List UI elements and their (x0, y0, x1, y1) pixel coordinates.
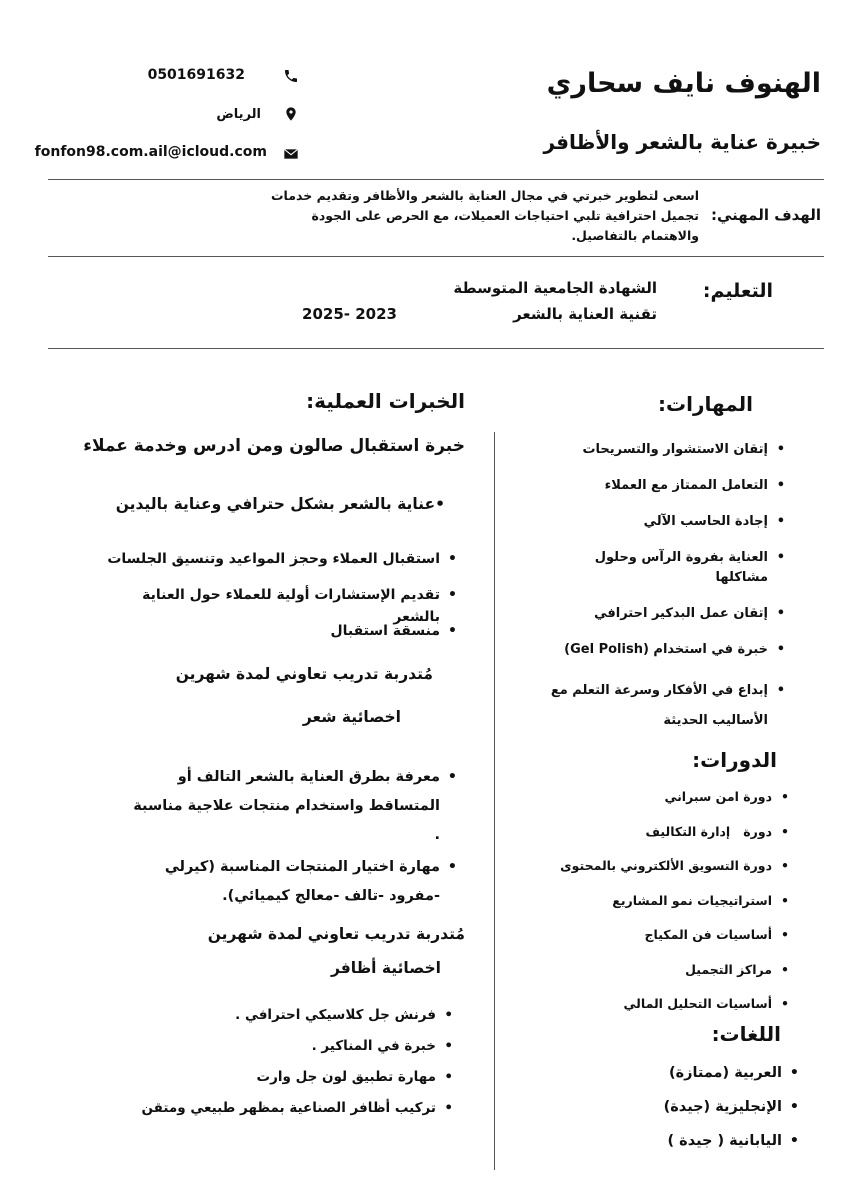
list-item: • اليابانية ( جيدة ) (539, 1130, 799, 1164)
phone-icon (283, 68, 299, 84)
training-hair-specialty: اخصائية شعر (302, 708, 401, 726)
list-item: • خبرة في استخدام (Gel Polish) (545, 640, 785, 660)
list-item: • فرنش جل كلاسيكي احترافي . (123, 1004, 453, 1035)
list-item: • استقبال العملاء وحجز المواعيد وتنسيق الجلسات (97, 548, 457, 584)
list-item: • دورة إدارة التكاليف (529, 822, 789, 857)
courses-list (529, 787, 789, 1029)
divider (48, 256, 824, 257)
languages-heading: اللغات: (711, 1022, 781, 1046)
training-hair-list (127, 763, 457, 914)
email-address: fonfon98.com.ail@icloud.com (34, 144, 267, 160)
training-nails-title: مُتدربة تدريب تعاوني لمدة شهرين (207, 925, 465, 943)
full-name: الهنوف نايف سحاري (546, 68, 821, 99)
courses-heading: الدورات: (692, 748, 777, 772)
skills-list (545, 440, 785, 752)
divider (48, 179, 824, 180)
experience-list (97, 548, 457, 656)
objective-text: اسعى لتطوير خبرتي في مجال العناية بالشعر والأظافر وتقديم خدمات تجميل احترافية تلبي احتياجات العميلات، مع الحرص على الجودة والاهتمام بالتفاصيل. (271, 188, 699, 243)
education-years: 2025- 2023 (302, 305, 397, 323)
list-item: • أساسيات التحليل المالي (529, 994, 789, 1029)
languages-list (539, 1062, 799, 1164)
list-item: • إتقان الاستشوار والتسريحات (545, 440, 785, 460)
list-item: • مراكز التجميل (529, 960, 789, 995)
location-pin-icon (283, 106, 299, 122)
job-title: خبيرة عناية بالشعر والأظافر (543, 130, 821, 154)
list-item: • إجادة الحاسب الآلي (545, 512, 785, 532)
phone-number: 0501691632 (147, 67, 245, 83)
list-item: • الإنجليزية (جيدة) (539, 1096, 799, 1130)
list-item: • دورة امن سبراني (529, 787, 789, 822)
education-degree: الشهادة الجامعية المتوسطة (453, 279, 657, 297)
list-item: • مهارة تطبيق لون جل وارت (123, 1066, 453, 1097)
list-item: • منسقة استقبال (97, 620, 457, 656)
divider (48, 348, 824, 349)
envelope-icon (283, 146, 299, 162)
list-item: • تركيب أظافر الصناعية بمظهر طبيعي ومتقن (123, 1097, 453, 1128)
education-label: التعليم: (702, 280, 773, 302)
training-nails-list (123, 1004, 453, 1128)
experience-subtitle: •عناية بالشعر بشكل حترافي وعناية باليدين (115, 495, 445, 513)
list-item: • خبرة في المناكير . (123, 1035, 453, 1066)
skills-heading: المهارات: (658, 392, 753, 416)
list-item: • التعامل الممتاز مع العملاء (545, 476, 785, 496)
list-item: • العناية بفروة الرآس وحلول مشاكلها (545, 548, 785, 588)
list-item: • دورة التسويق الألكتروني بالمحتوى (529, 856, 789, 891)
list-item: • العربية (ممتازة) (539, 1062, 799, 1096)
objective-label: الهدف المهني: (710, 206, 821, 224)
list-item: • معرفة بطرق العناية بالشعر التالف أو المتساقط واستخدام منتجات علاجية مناسبة . (127, 763, 457, 850)
education-program: تقنية العناية بالشعر (513, 305, 657, 323)
list-item: • إتقان عمل البدكير احترافي (545, 604, 785, 624)
list-item: • مهارة اختيار المنتجات المناسبة (كيرلي -مفرود -تالف -معالج كيميائي). (127, 853, 457, 911)
training-hair-title: مُتدربة تدريب تعاوني لمدة شهرين (175, 665, 433, 683)
experience-heading: الخبرات العملية: (306, 389, 465, 413)
training-nails-specialty: اخصائية أظافر (330, 959, 441, 977)
experience-title: خبرة استقبال صالون ومن ادرس وخدمة عملاء (83, 436, 465, 456)
city: الرياض (216, 107, 261, 122)
list-item: • أساسيات فن المكياج (529, 925, 789, 960)
column-divider (494, 432, 495, 1170)
list-item: • إبداع في الأفكار وسرعة التعلم مع الأساليب الحديثة (545, 676, 785, 736)
list-item: • تقديم الإستشارات أولية للعملاء حول العناية بالشعر (97, 584, 457, 620)
list-item: • استراتيجيات نمو المشاريع (529, 891, 789, 926)
